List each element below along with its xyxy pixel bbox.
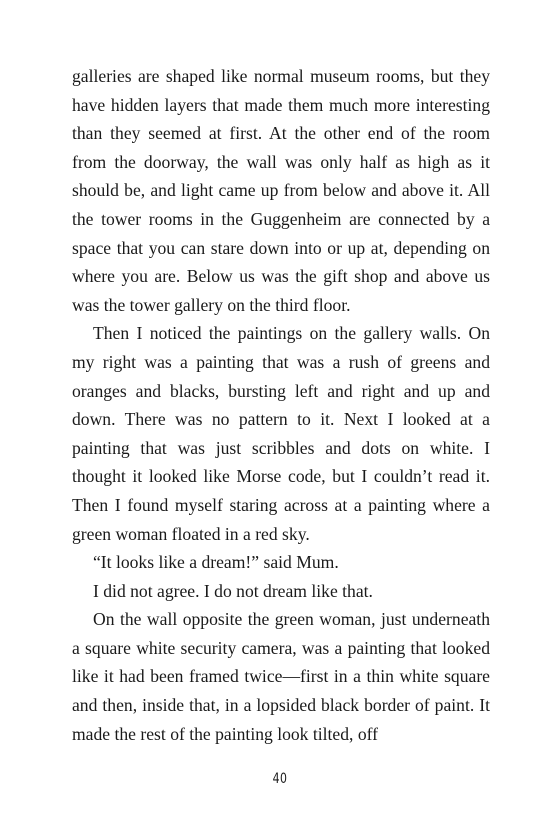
page-body <box>72 62 490 748</box>
paragraph-2: Then I noticed the paintings on the gallery walls. On my right was a painting that was a rush of greens and oranges and blacks, bursting left and right and up and down. There was no pattern to it. Next I looked at a painting that was just scribbles and dots on white. I thought it looked like Morse code, but I couldn’t read it. Then I found myself staring across at a painting where a green woman floated in a red sky. <box>72 323 490 544</box>
paragraph-5: On the wall opposite the green woman, just underneath a square white security camera, was a painting that looked like it had been framed twice—first in a thin white square and then, inside that, in a lopsided black border of paint. It made the rest of the painting look tilted, off <box>72 609 490 744</box>
page-number: 40 <box>272 771 288 787</box>
paragraph-3: “It looks like a dream!” said Mum. <box>93 552 339 573</box>
paragraph-1: galleries are shaped like normal museum rooms, but they have hidden layers that made them much more interesting than they seemed at first. At the other end of the room from the doorway, the wall was only half as high as it should be, and light came up from below and above it. All the tower rooms in the Guggenheim are connected by a space that you can stare down into or up at, depending on where you are. Below us was the gift shop and above us was the tower gallery on the third floor. <box>72 66 490 315</box>
paragraph-4: I did not agree. I do not dream like that. <box>93 580 373 601</box>
